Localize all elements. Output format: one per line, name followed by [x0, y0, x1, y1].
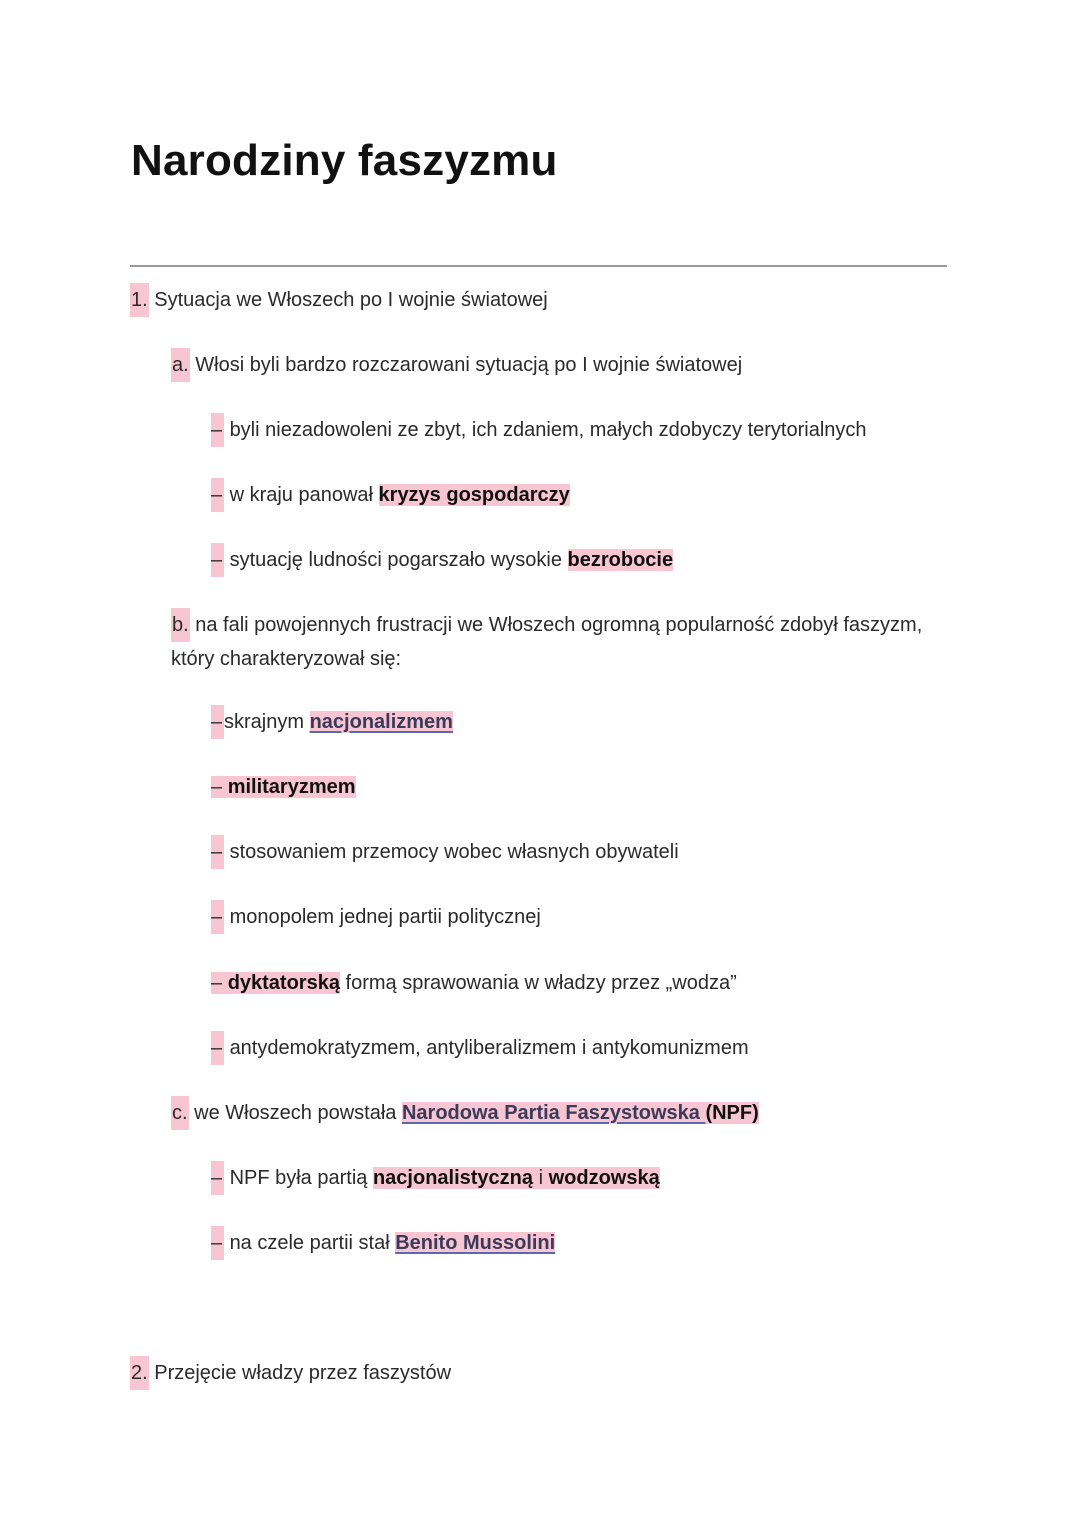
point-letter: b. [171, 608, 190, 642]
horizontal-rule [130, 265, 947, 267]
highlighted-item [211, 776, 356, 798]
section-title: Przejęcie władzy przez faszystów [148, 1362, 452, 1384]
list-item-text: formą sprawowania w władzy przez „wodza” [339, 972, 737, 994]
dash-bullet: – [211, 776, 223, 798]
list-item [211, 770, 356, 804]
list-item-text: skrajnym [224, 711, 310, 733]
list-item-text: sytuację ludności pogarszało wysokie [229, 549, 568, 571]
highlighted-term: bezrobocie [567, 549, 674, 571]
list-item [211, 478, 570, 512]
connector-text: i [533, 1167, 549, 1189]
list-item [211, 835, 679, 869]
list-item [211, 900, 541, 934]
section-number: 1. [130, 283, 149, 317]
point-letter: c. [171, 1096, 189, 1130]
list-item [211, 1031, 749, 1065]
point-text: na fali powojennych frustracji we Włoszech ogromną popularność zdobył faszyzm, który charakteryzował się: [171, 614, 923, 670]
dash-bullet: – [211, 543, 224, 577]
list-item [211, 705, 453, 739]
list-item [211, 1161, 660, 1195]
section-title: Sytuacja we Włoszech po I wojnie światowej [148, 289, 548, 311]
point-c [171, 1096, 759, 1130]
highlighted-term: kryzys gospodarczy [378, 484, 570, 506]
linked-term[interactable]: nacjonalizmem [309, 711, 453, 733]
highlighted-item [211, 972, 340, 994]
highlighted-term [402, 1102, 759, 1124]
party-abbreviation: (NPF) [705, 1102, 759, 1124]
list-item [211, 966, 737, 1000]
highlighted-term: militaryzmem [227, 776, 356, 798]
section-2-heading [130, 1356, 451, 1390]
dash-bullet: – [211, 705, 224, 739]
list-item [211, 1226, 555, 1260]
list-item-text: NPF była partią [229, 1167, 373, 1189]
list-item-text: antydemokratyzmem, antyliberalizmem i antykomunizmem [229, 1037, 749, 1059]
highlighted-term [373, 1167, 660, 1189]
document-title: Narodziny faszyzmu [131, 136, 558, 185]
dash-bullet: – [211, 835, 224, 869]
point-a [171, 348, 742, 382]
list-item-text: na czele partii stał [229, 1232, 396, 1254]
point-letter: a. [171, 348, 190, 382]
list-item-text: byli niezadowoleni ze zbyt, ich zdaniem, małych zdobyczy terytorialnych [229, 419, 867, 441]
dash-bullet: – [211, 1226, 224, 1260]
section-number: 2. [130, 1356, 149, 1390]
dash-bullet: – [211, 413, 224, 447]
dash-bullet: – [211, 1161, 224, 1195]
bold-term: wodzowską [548, 1167, 660, 1189]
point-text: we Włoszech powstała [188, 1102, 402, 1124]
point-b [171, 608, 931, 676]
dash-bullet: – [211, 478, 224, 512]
bold-term: nacjonalistyczną [372, 1167, 534, 1189]
party-link[interactable]: Narodowa Partia Faszystowska [401, 1102, 706, 1124]
list-item-text: w kraju panował [229, 484, 379, 506]
list-item [211, 413, 867, 447]
person-link[interactable]: Benito Mussolini [395, 1232, 556, 1254]
dash-bullet: – [211, 900, 224, 934]
section-1-heading [130, 283, 548, 317]
dash-bullet: – [211, 972, 223, 994]
dash-bullet: – [211, 1031, 224, 1065]
list-item-text: stosowaniem przemocy wobec własnych obywateli [229, 841, 679, 863]
list-item [211, 543, 673, 577]
highlighted-term: dyktatorską [227, 972, 340, 994]
point-text: Włosi byli bardzo rozczarowani sytuacją po I wojnie światowej [189, 354, 743, 376]
list-item-text: monopolem jednej partii politycznej [229, 906, 541, 928]
